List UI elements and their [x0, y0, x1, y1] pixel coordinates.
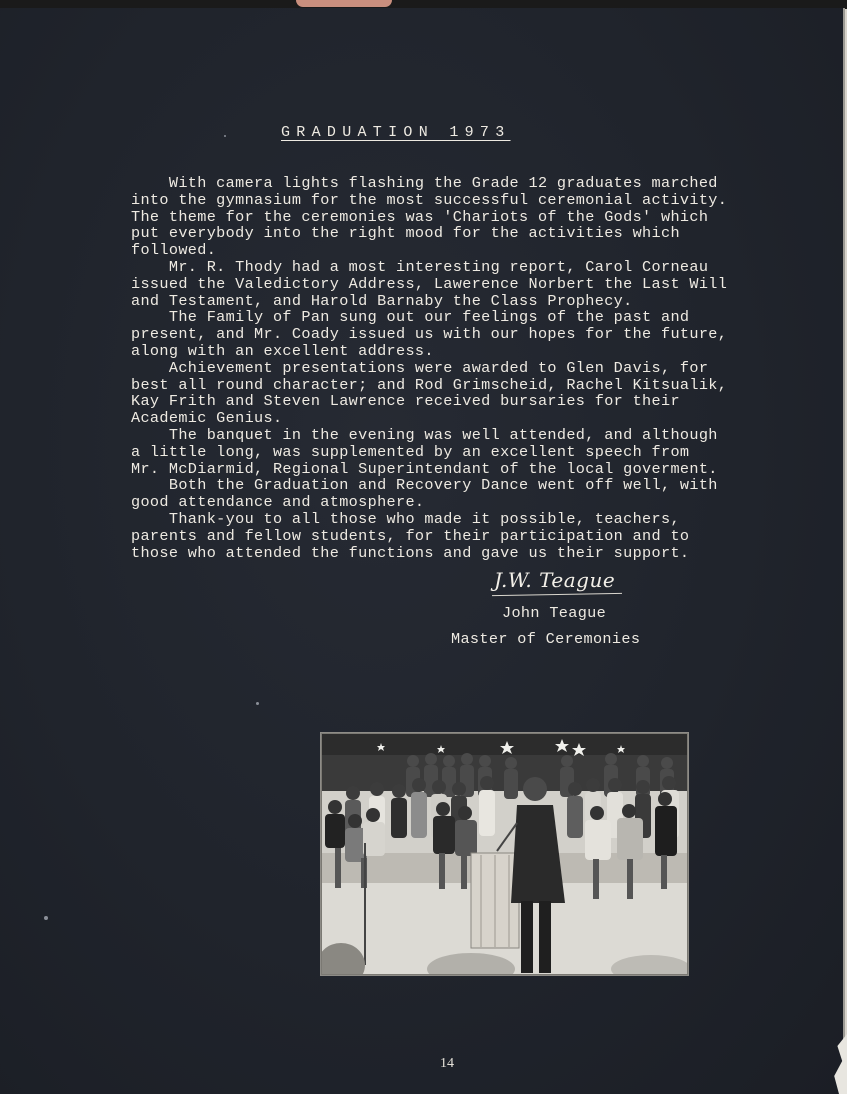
dust-speck — [256, 702, 259, 705]
graduation-ceremony-photo — [320, 732, 689, 976]
thumb-edge — [296, 0, 392, 7]
signature-name: John Teague — [502, 604, 607, 622]
page-number: 14 — [440, 1056, 454, 1071]
article-body: With camera lights flashing the Grade 12 graduates marched into the gymnasium for the most successful ceremonial activity. The theme for the ceremonies was 'Chariots of the Gods' which put everybody into the right mood for the activities which followed. Mr. R. Thody had a most interesting report, Carol Corneau issued the Valedictory Address, Lawerence Norbert the Last Will and Testament, and Harold Barnaby the Class Prophecy. The Family of Pan sung out our feelings of the past and present, and Mr. Coady issued us with our hopes for the future, along with an excellent address. Achievement presentations were awarded to Glen Davis, for best all round character; and Rod Grimscheid, Rachel Kitsualik, Kay Frith and Steven Lawrence received bursaries for their Academic Genius. The banquet in the evening was well attended, and although a little long, was supplemented by an excellent speech from Mr. McDiarmid, Regional Superintendant of the local goverment. Both the Graduation and Recovery Dance went off well, with good attendance and atmosphere. Thank-you to all those who made it possible, teachers, parents and fellow students, for their participation and to those who attended the functions and gave us their support. — [131, 174, 728, 562]
signature-role: Master of Ceremonies — [451, 630, 641, 648]
dust-speck — [224, 135, 226, 137]
dust-speck — [44, 916, 48, 920]
handwritten-signature: J.W. Teague — [494, 568, 616, 592]
signature-underline — [492, 593, 622, 596]
yearbook-page — [0, 8, 845, 1094]
page-title: GRADUATION 1973 — [281, 124, 511, 141]
